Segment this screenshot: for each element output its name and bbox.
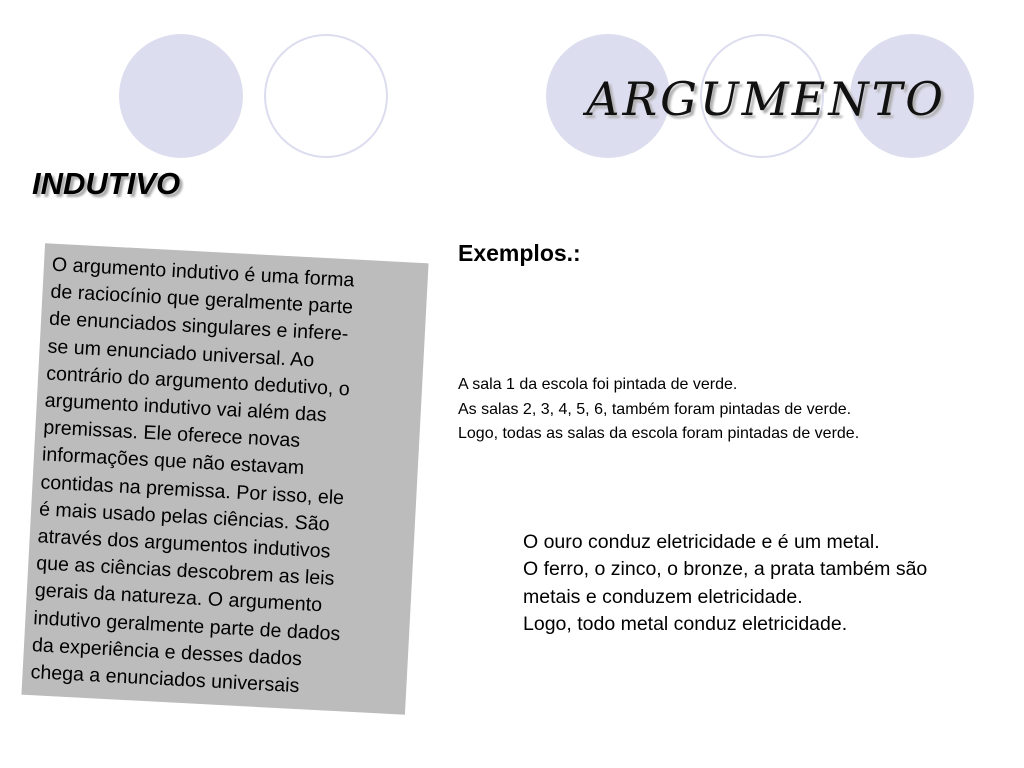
definition-line: chega a enunciados universais: [30, 661, 300, 698]
definition-line: O argumento indutivo é uma forma: [51, 253, 355, 292]
decor-circle-filled: [119, 34, 243, 158]
slide-subtitle: INDUTIVO: [32, 166, 181, 201]
definition-card: [21, 243, 428, 714]
examples-heading: Exemplos.:: [458, 240, 581, 266]
example-line: Logo, todas as salas da escola foram pintadas de verde.: [458, 425, 860, 442]
definition-line: de enunciados singulares e infere-: [48, 307, 349, 346]
slide-title: ARGUMENTO: [586, 72, 946, 126]
definition-line: é mais usado pelas ciências. São: [38, 498, 331, 536]
definition-line: argumento indutivo vai além das: [44, 389, 328, 427]
example-line: O ouro conduz eletricidade e é um metal.: [523, 531, 880, 553]
definition-line: através dos argumentos indutivos: [37, 525, 331, 563]
definition-line: gerais da natureza. O argumento: [34, 579, 323, 617]
decor-circle-outline: [264, 34, 388, 158]
example-line: metais e conduzem eletricidade.: [523, 585, 803, 608]
definition-line: da experiência e desses dados: [31, 633, 303, 671]
definition-line: premissas. Ele oferece novas: [42, 416, 301, 453]
definition-line: se um enunciado universal. Ao: [47, 335, 315, 372]
example-line: O ferro, o zinco, o bronze, a prata também são: [523, 558, 928, 581]
example-classroom: [458, 373, 859, 447]
example-metals: [523, 529, 927, 638]
example-line: Logo, todo metal conduz eletricidade.: [523, 612, 848, 635]
definition-line: contrário do argumento dedutivo, o: [45, 362, 351, 401]
example-line: As salas 2, 3, 4, 5, 6, também foram pintadas de verde.: [458, 400, 852, 418]
definition-line: que as ciências descobrem as leis: [35, 552, 335, 591]
definition-line: informações que não estavam: [41, 443, 305, 480]
definition-line: contidas na premissa. Por isso, ele: [40, 470, 345, 509]
definition-line: de raciocínio que geralmente parte: [49, 280, 354, 319]
example-line: A sala 1 da escola foi pintada de verde.: [458, 376, 738, 393]
definition-line: indutivo geralmente parte de dados: [32, 606, 341, 645]
